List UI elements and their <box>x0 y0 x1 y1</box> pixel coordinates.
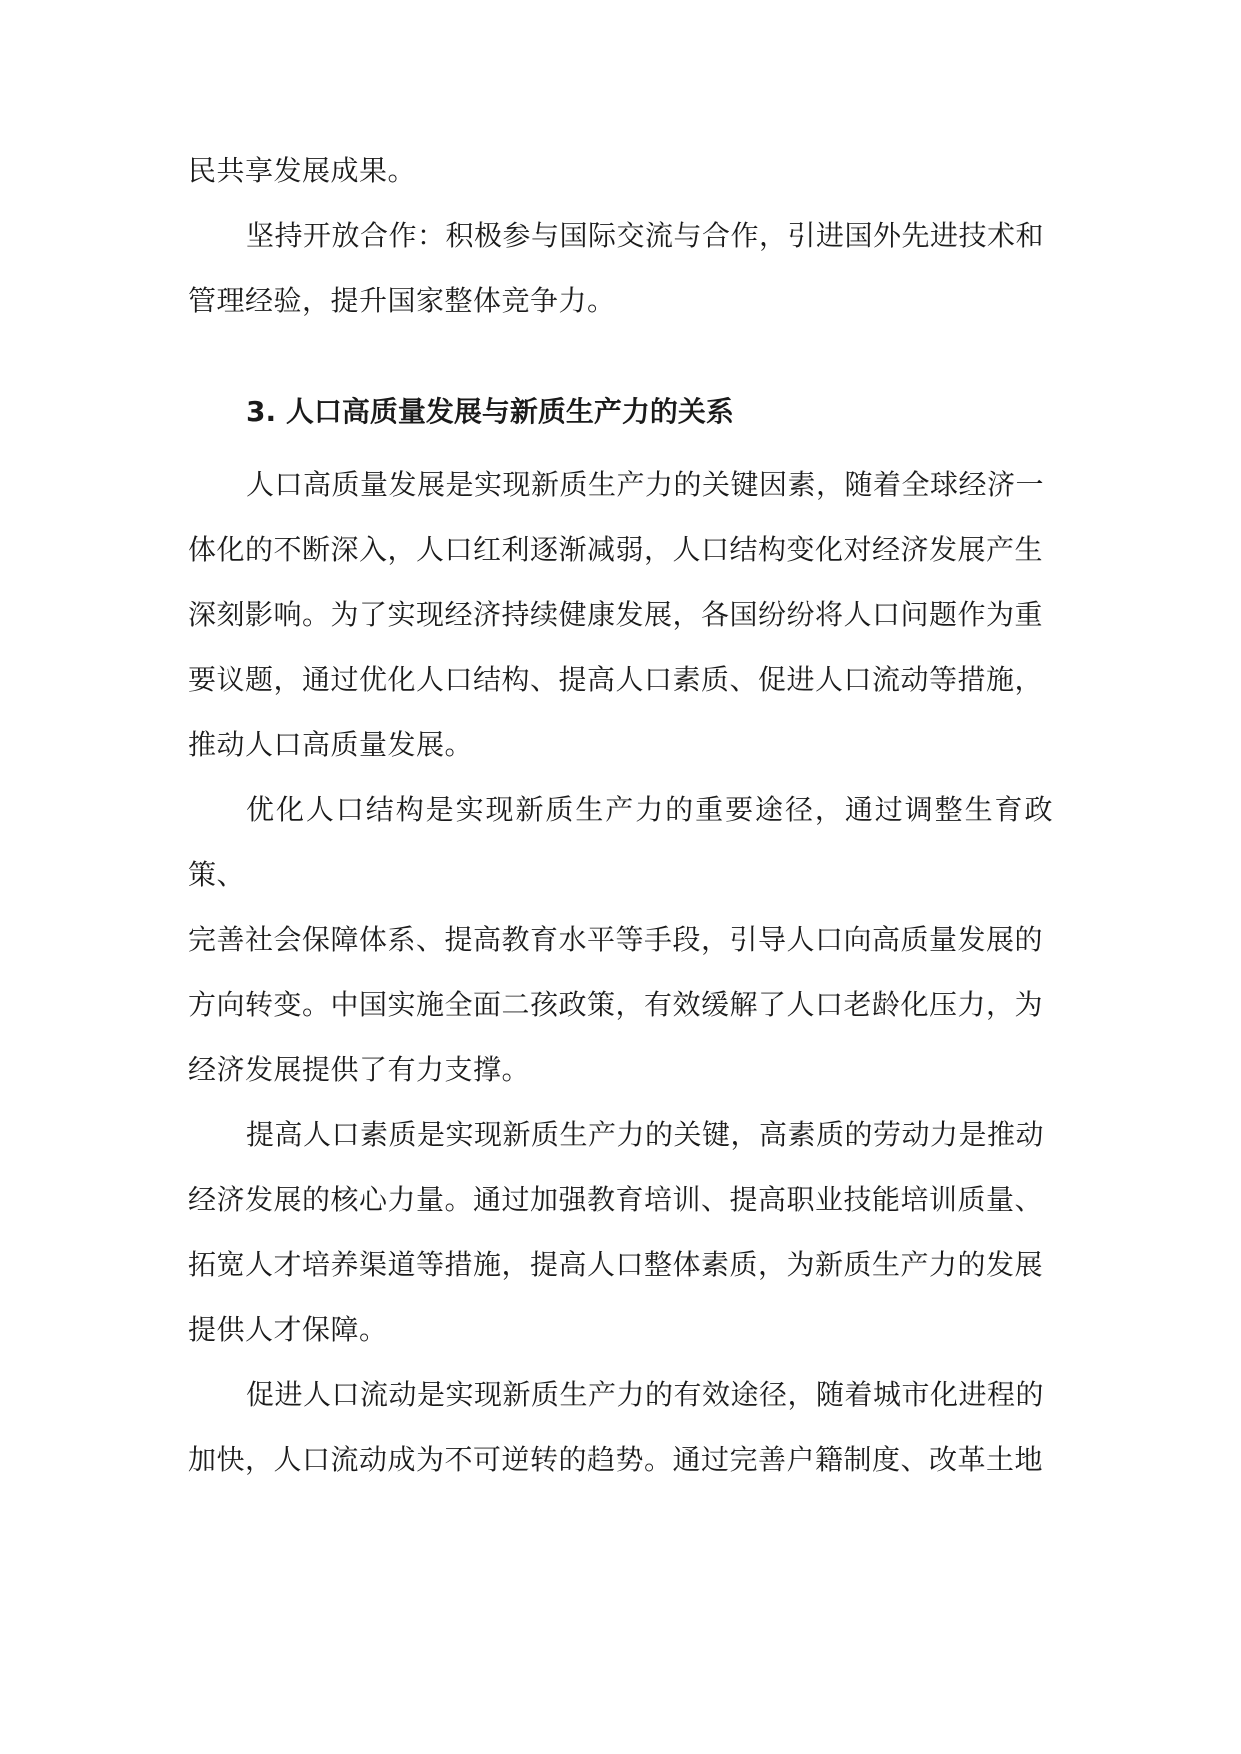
text-line: 推动人口高质量发展。 <box>188 728 474 761</box>
text-line: 管理经验，提升国家整体竞争力。 <box>188 284 616 317</box>
text-line: 提高人口素质是实现新质生产力的关键，高素质的劳动力是推动 <box>246 1118 1045 1151</box>
paragraph-population-mobility <box>188 1362 1053 1492</box>
document-body <box>188 138 1053 1492</box>
text-line: 深刻影响。为了实现经济持续健康发展，各国纷纷将人口问题作为重 <box>188 598 1044 631</box>
paragraph-improve-quality <box>188 1102 1053 1362</box>
text-line: 拓宽人才培养渠道等措施，提高人口整体素质，为新质生产力的发展 <box>188 1248 1044 1281</box>
section-heading: 3. 人口高质量发展与新质生产力的关系 <box>246 395 734 428</box>
text-line: 坚持开放合作：积极参与国际交流与合作，引进国外先进技术和 <box>246 219 1045 252</box>
text-line: 人口高质量发展是实现新质生产力的关键因素，随着全球经济一 <box>246 468 1045 501</box>
text-line: 经济发展的核心力量。通过加强教育培训、提高职业技能培训质量、 <box>188 1183 1044 1216</box>
paragraph-open-cooperation <box>188 203 1053 333</box>
text-line: 加快，人口流动成为不可逆转的趋势。通过完善户籍制度、改革土地 <box>188 1443 1044 1476</box>
text-line: 完善社会保障体系、提高教育水平等手段，引导人口向高质量发展的 <box>188 923 1044 956</box>
text-line: 促进人口流动是实现新质生产力的有效途径，随着城市化进程的 <box>246 1378 1045 1411</box>
text-line: 体化的不断深入，人口红利逐渐减弱，人口结构变化对经济发展产生 <box>188 533 1044 566</box>
paragraph-continuation <box>188 138 1053 203</box>
text-line: 民共享发展成果。 <box>188 154 417 187</box>
text-line: 优化人口结构是实现新质生产力的重要途径，通过调整生育政策、 <box>188 793 1053 891</box>
text-line: 提供人才保障。 <box>188 1313 388 1346</box>
text-line: 方向转变。中国实施全面二孩政策，有效缓解了人口老龄化压力，为 <box>188 988 1044 1021</box>
paragraph-optimize-structure <box>188 777 1053 1102</box>
text-line: 经济发展提供了有力支撑。 <box>188 1053 531 1086</box>
text-line: 要议题，通过优化人口结构、提高人口素质、促进人口流动等措施， <box>188 663 1044 696</box>
paragraph-population-quality <box>188 452 1053 777</box>
